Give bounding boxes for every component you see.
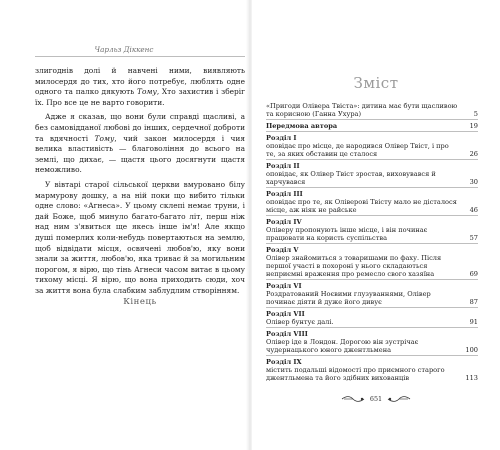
toc-entry-text: оповідає про місце, де народився Олівер Твіст, і про те, за яких обставин це сталося: [266, 141, 449, 158]
toc-entry-heading: Розділ VII: [266, 309, 305, 318]
toc-entry[interactable]: [266, 216, 478, 244]
toc-entry[interactable]: [266, 160, 478, 188]
toc-entry-text: оповідає про те, як Оліверові Твісту мало не дісталося місце, аж ніяк не райське: [266, 197, 457, 214]
body-text: [35, 66, 245, 300]
toc-entry-heading: Передмова автора: [266, 121, 338, 130]
toc-entry[interactable]: [266, 100, 478, 120]
toc-entry-heading: Розділ VI: [266, 281, 302, 290]
toc-entry-text: містить подальші відомості про приємного старого джентльмена та його здібних вихованців: [266, 365, 445, 382]
toc-title: Зміст: [353, 74, 399, 92]
toc-entry-page: 5: [473, 109, 478, 118]
left-page: [0, 0, 248, 450]
toc-entry[interactable]: [266, 328, 478, 356]
italic-word: Тому: [137, 87, 157, 97]
toc-entry-text: Роздратований Ноєвими глузуваннями, Олівер починає діяти й дуже його дивує: [266, 289, 431, 306]
text-run: злигоднів долі й навчені ними, виявляють милосердя до тих, хто його потребує, люблять одне одного та палко дякують: [35, 66, 245, 97]
toc-entry-heading: Розділ III: [266, 189, 303, 198]
toc-entry-text: оповідає, як Олівер Твіст зростав, виховувався й харчувався: [266, 169, 436, 186]
toc-entry-heading: Розділ V: [266, 245, 299, 254]
toc-entry-page: 91: [469, 317, 478, 326]
toc-entry-heading: Розділ IX: [266, 357, 302, 366]
toc-entry[interactable]: [266, 188, 478, 216]
toc-entry[interactable]: [266, 280, 478, 308]
toc-entry-text: Олівер бунтує далі.: [266, 317, 334, 326]
text-run: , чий закон милосердя і чия велика властивість — благовоління до всього на землі, що дихає, — щастя цього досягнути щастя неможливо.: [35, 133, 246, 175]
toc-entry[interactable]: [266, 120, 478, 132]
toc-entry[interactable]: [266, 244, 478, 280]
text-run: У вівтарі старої сільської церкви вмуровано білу мармурову дошку, а на ній поки що вибито тільки одне слово: «Агнеса». У цьому склепі немає труни, і дай Боже, щоб минуло багато-багато літ, перш ніж над ним з'явиться ще якесь інше ім'я! Але якщо душі померлих коли-небудь повертаються на землю, щоб відвідати місця, освячені любов'ю, яку вони знали за життя, любов'ю, яка триває й за могильним порогом, я вірю, що тінь Агнеси часом витає в цьому тихому місці. Я вірю, що вона приходить сюди, хоч за життя вона була слабким заблудлим створінням.: [35, 179, 245, 295]
toc-entry-page: 87: [469, 297, 478, 306]
toc-entry[interactable]: [266, 308, 478, 328]
body-paragraph: [35, 66, 245, 108]
toc-entry-page: 113: [465, 373, 478, 382]
toc-entry-heading: Розділ IV: [266, 217, 302, 226]
toc-entry-page: 30: [469, 177, 478, 186]
toc-entry[interactable]: [266, 132, 478, 160]
toc-entry-text: «Пригоди Олівера Твіста»: дитина має бути щасливою та корисною (Ганна Ухура): [266, 101, 458, 118]
running-head: Чарльз Діккенс: [94, 45, 154, 54]
table-of-contents: [266, 100, 478, 383]
page-folio: [252, 388, 500, 407]
toc-entry-heading: Розділ VIII: [266, 329, 308, 338]
ornament-left-icon: [341, 395, 365, 403]
running-head-rule: [35, 56, 245, 57]
page-number: 651: [369, 395, 383, 403]
toc-entry-page: 69: [469, 269, 478, 278]
toc-entry-page: 26: [469, 149, 478, 158]
toc-entry-page: 57: [469, 233, 478, 242]
right-page: [252, 0, 500, 450]
toc-entry-heading: Розділ I: [266, 133, 297, 142]
toc-entry-heading: Розділ II: [266, 161, 300, 170]
text-run: , Хто захистив і зберіг їх. Про все це не варто говорити.: [35, 87, 245, 107]
toc-entry-text: Олівер знайомиться з товаришами по фаху. Після першої участі в похороні у нього складаються неприємні враження про ремесло свого хазяїна: [266, 253, 442, 278]
italic-word: Тому: [94, 133, 115, 143]
toc-entry[interactable]: [266, 356, 478, 383]
toc-entry-text: Оліверу пропонують інше місце, і він починає працювати на користь суспільства: [266, 225, 428, 242]
toc-entry-page: 100: [465, 345, 478, 354]
ornament-right-icon: [387, 395, 411, 403]
body-paragraph: [35, 180, 245, 297]
the-end: Кінець: [123, 297, 157, 307]
toc-entry-page: 19: [469, 121, 478, 130]
text-run: Адже я сказав, що вони були справді щасливі, а без самовідданої любові до інших, сердечної доброти та вдячності: [35, 112, 245, 143]
body-paragraph: [35, 112, 245, 176]
toc-entry-text: Олівер іде в Лондон. Дорогою він зустрічає чудернацького юного джентльмена: [266, 337, 419, 354]
toc-entry-page: 46: [469, 205, 478, 214]
